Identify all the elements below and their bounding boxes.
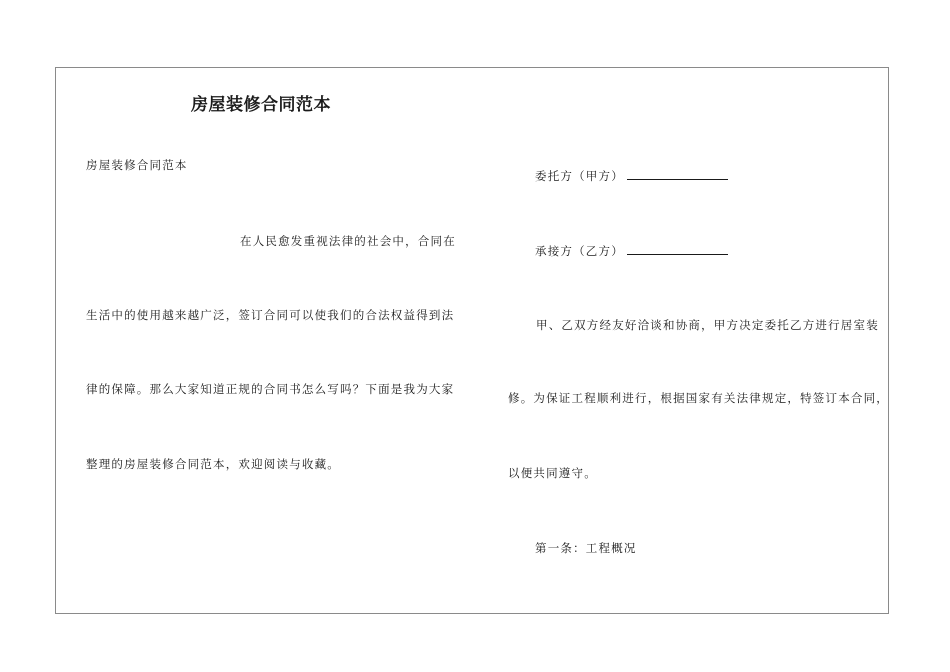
contractor-party-field	[535, 244, 728, 258]
left-subtitle: 房屋装修合同范本	[86, 158, 188, 172]
client-party-blank-line	[627, 169, 728, 180]
left-paragraph-line-1: 在人民愈发重视法律的社会中，合同在	[240, 234, 456, 248]
client-party-label: 委托方（甲方）	[535, 169, 624, 183]
right-paragraph-line-2: 修。为保证工程顺利进行，根据国家有关法律规定，特签订本合同，	[508, 391, 889, 405]
contractor-party-blank-line	[627, 244, 728, 255]
page-frame	[55, 67, 889, 614]
document-title: 房屋装修合同范本	[191, 95, 331, 115]
article-1-heading: 第一条：工程概况	[535, 541, 637, 555]
right-paragraph-line-1: 甲、乙双方经友好洽谈和协商，甲方决定委托乙方进行居室装	[536, 318, 879, 332]
contractor-party-label: 承接方（乙方）	[535, 244, 624, 258]
left-paragraph-line-4: 整理的房屋装修合同范本，欢迎阅读与收藏。	[86, 457, 340, 471]
left-paragraph-line-3: 律的保障。那么大家知道正规的合同书怎么写吗？下面是我为大家	[86, 382, 455, 396]
right-paragraph-line-3: 以便共同遵守。	[508, 466, 597, 480]
left-paragraph-line-2: 生活中的使用越来越广泛，签订合同可以使我们的合法权益得到法	[86, 308, 455, 322]
client-party-field	[535, 169, 728, 183]
